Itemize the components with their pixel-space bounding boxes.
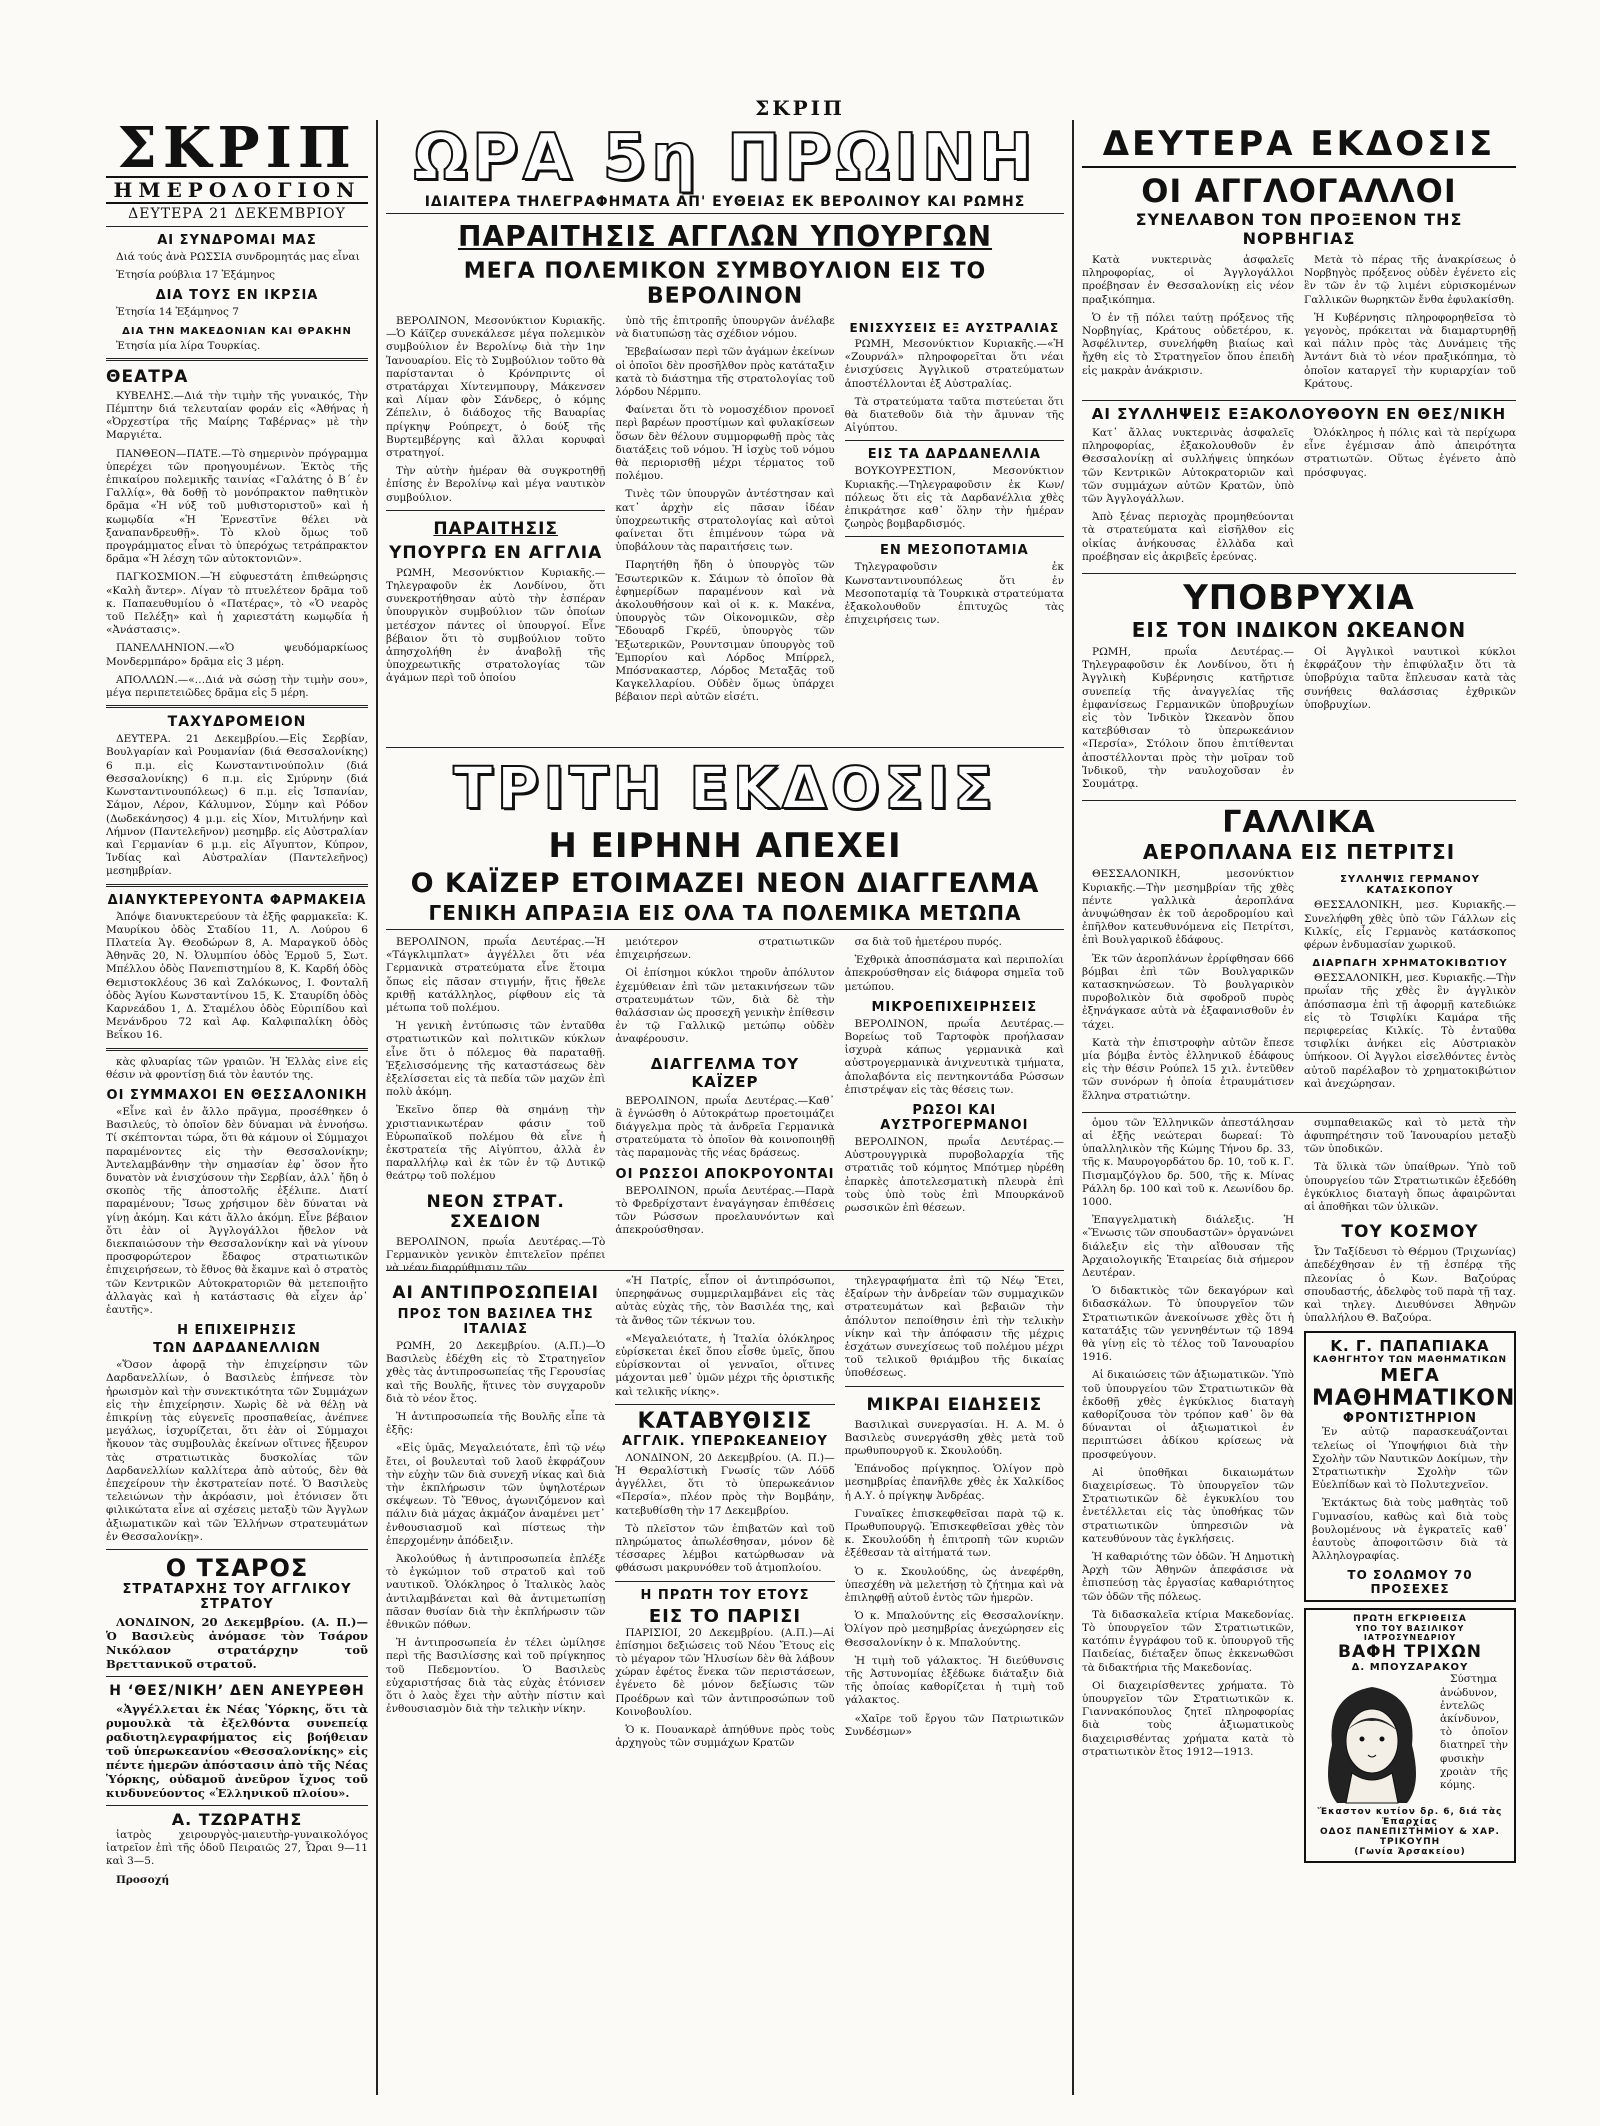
- text: Ὀλόκληρος ἡ πόλις καὶ τὰ περίχωρα εἶνε ἐγέμισαν ἀπὸ ἀπειρότητα στρατιωτῶν. Οὕτως ἐγένετο ἀπὸ πρόσφυγας.: [1304, 427, 1516, 479]
- text: Ἐτησία μία λίρα Τουρκίας.: [116, 339, 261, 352]
- ad-heading: Α. ΤΖΩΡΑΤΗΣ: [171, 1810, 303, 1830]
- section-heading: ΘΕΑΤΡΑ: [106, 366, 189, 387]
- right-column: [1082, 122, 1516, 1863]
- tagline: ΙΔΙΑΙΤΕΡΑ ΤΗΛΕΓΡΑΦΗΜΑΤΑ ΑΠ' ΕΥΘΕΙΑΣ ΕΚ ΒΕΡΟΛΙΝΟΥ ΚΑΙ ΡΩΜΗΣ: [386, 194, 1064, 214]
- text: Ἡ ἀντιπροσωπεία τῆς Βουλῆς εἶπε τὰ ἑξῆς:: [386, 1411, 606, 1437]
- section-subheading: ΣΤΡΑΤΑΡΧΗΣ ΤΟΥ ΑΓΓΛΙΚΟΥ ΣΤΡΑΤΟΥ: [122, 1582, 352, 1613]
- section-heading: ΝΕΟΝ ΣΤΡΑΤ. ΣΧΕΔΙΟΝ: [426, 1191, 565, 1232]
- section-heading: ΕΝ ΜΕΣΟΠΟΤΑΜΙΑ: [879, 543, 1029, 559]
- section-heading: ΔΙΑ ΤΗΝ ΜΑΚΕΔΟΝΙΑΝ ΚΑΙ ΘΡΑΚΗΝ: [122, 325, 352, 337]
- section-heading: ΤΟΥ ΚΟΣΜΟΥ: [1341, 1222, 1479, 1243]
- text: ΛΟΝΔΙΝΟΝ, 20 Δεκεμβρίου. (Α. Π.)—Ὁ Βασιλεὺς ἀνόμασε τὸν Τσάρον Νικόλαον στρατάρχην τοῦ Βρεττανικοῦ στρατοῦ.: [106, 1615, 368, 1672]
- text: Ἐχθρικὰ ἀποσπάσματα καὶ περιπολίαι ἀπεκρούσθησαν εἰς διάφορα σημεῖα τοῦ μετώπου.: [844, 954, 1064, 993]
- text: Αἱ δικαιώσεις τῶν ἀξιωματικῶν. Ὑπὸ τοῦ ὑπουργείου τῶν Στρατιωτικῶν θὰ ἐκδοθῇ χθὲς ἐγκύκλιος διαταγὴ καθορίζουσα τὸν τρόπον καθ᾽ ὃν θὰ δύνανται οἱ ἀξιωματικοὶ ἐν περιπτώσει ἀδίκου κρίσεως νὰ προσφεύγουν.: [1082, 1369, 1294, 1461]
- banner-headline: ΤΡΙΤΗ ΕΚΔΟΣΙΣ: [453, 754, 997, 822]
- text: Οἱ Ἀγγλικοὶ ναυτικοὶ κύκλοι ἐκφράζουν τὴν ἐπιφύλαξιν ὅτι τὰ ὑποβρύχια ταῦτα ἔπλευσαν κατὰ τὰς συνήθεις θαλάσσιας ἐχθρικῶν ὑποβρυχίων.: [1304, 646, 1516, 711]
- section-heading: ΑΙ ΣΥΝΔΡΟΜΑΙ ΜΑΣ: [157, 233, 317, 248]
- ad-address: ΟΔΟΣ ΠΑΝΕΠΙΣΤΗΜΙΟΥ & ΧΑΡ. ΤΡΙΚΟΥΠΗ: [1320, 1827, 1500, 1848]
- portrait-illustration-icon: [1312, 1675, 1432, 1805]
- hair-dye-advertisement: [1304, 1608, 1516, 1863]
- section-heading: ΚΑΤΑΒΥΘΙΣΙΣ: [637, 1408, 813, 1434]
- section-heading: ΔΙΑΡΠΑΓΗ ΧΡΗΜΑΤΟΚΙΒΩΤΙΟΥ: [1312, 958, 1508, 970]
- text: «Εἰς ὑμᾶς, Μεγαλειότατε, ἐπὶ τῷ νέῳ ἔτει, οἱ βουλευταὶ τοῦ λαοῦ ἐκφράζουν τὴν εὐχὴν τῶν διὰ συνεχῆ νίκας καὶ διὰ τὴν ἐκπλήρωσιν τῶν ὑψηλοτέρων σκέψεων. Τὸ Ἔθνος, ἀγωνιζόμενον καὶ πάλιν διὰ μάχας ἀκμάζον ἀναμένει μετ᾽ ἐνθουσιασμοῦ καὶ πίστεως τὴν ἐπερχομένην ἀπόδειξιν.: [386, 1442, 606, 1547]
- school-advertisement: [1304, 1331, 1516, 1602]
- text: Ἀπὸ ξένας περιοχὰς προμηθεύονται τὰ στρατεύματα καὶ εἰσῆλθον εἰς οἰκίας ἀνήκουσας ἐλλὰδα καὶ προέβησαν εἰς ἀκριβεῖς ἐρεύνας.: [1082, 511, 1294, 563]
- text: Ὁ κ. Μπαλούντης εἰς Θεσσαλονίκην. Ὀλίγον πρὸ μεσημβρίας ἀνεχώρησεν εἰς Θεσσαλονίκην ὁ κ. Μπαλούντης.: [844, 1610, 1064, 1649]
- text: Φαίνεται ὅτι τὸ νομοσχέδιον προνοεῖ περὶ βαρέων προστίμων καὶ φυλακίσεων ὅσων δὲν θέλουν συμμορφωθῇ πρὸς τὰς διατάξεις τοῦ νόμου. Ἡ ἰσχὺς τοῦ νόμου θὰ περιορισθῇ μέχρι τέρματος τοῦ πολέμου.: [615, 404, 835, 483]
- text: Τὰ στρατεύματα ταῦτα πιστεύεται ὅτι θὰ διατεθοῦν διὰ τὴν ἄμυναν τῆς Αἰγύπτου.: [844, 395, 1064, 435]
- column-rule: [1072, 120, 1074, 2095]
- text: ΘΕΣΣΑΛΟΝΙΚΗ, μεσ. Κυριακῆς.—Τὴν πρωΐαν τῆς χθὲς ἓν ἀγγλικὸν ἀπόσπασμα ἐπὶ τῇ ἀφορμῇ κατεδιώκε εἰς τὸ Τσιφλίκι Καμάρα τῆς περιφερείας Κιλκίς. Τὸ ἐνταῦθα τσιφλίκι ἀνήκει εἰς Αὐστριακὸν ὑπήκοον. Οἱ Ἀγγλοι εἰσελθόντες ἐντὸς αὐτοῦ παρέλαβον τὸ χρηματοκιβώτιον καὶ ἀνεχώρησαν.: [1304, 972, 1516, 1090]
- ad-price: Ἕκαστον κυτίον δρ. 6, διά τὰς Ἐπαρχίας: [1317, 1807, 1503, 1828]
- text: συμπαθειακῶς καὶ τὸ μετὰ τὴν ἀφυπηρέτησιν τοῦ Ἰανουαρίου μεταξὺ τῶν ὑποδικῶν.: [1304, 1116, 1516, 1156]
- text: ἰατρὸς χειρουργὸς-μαιευτὴρ-γυναικολόγος ἰατρεῖον ἐπὶ τῆς ὁδοῦ Πειραιῶς 27, Ὧραι 9—11 καὶ 3—5.: [106, 1829, 368, 1868]
- text: Τὰ διδασκαλεῖα κτίρια Μακεδονίας. Τὸ ὑπουργεῖον τῶν Στρατιωτικῶν, κατόπιν ἐγγράφου τοῦ κ. ὑπουργοῦ τῆς Παιδείας, διέταξεν ὅπως ἐκκενωθῶσι τὰ διδακτήρια τῆς Μακεδονίας.: [1082, 1608, 1294, 1674]
- text: Ὁ διδακτικὸς τῶν δεκαγόρων καὶ διδασκάλων. Τὸ ὑπουργεῖον τῶν Στρατιωτικῶν ἀνεκοίνωσε χθὲς ὅτι ἡ κατατάξις τῶν γεννηθέντων τῷ 1894 θὰ γίνῃ εἰς τὸ τέλος τοῦ Ἰανουαρίου 1916.: [1082, 1285, 1294, 1364]
- masthead-title: ΣΚΡΙΠ: [117, 122, 357, 181]
- text: μειότερον στρατιωτικῶν ἐπιχειρήσεων.: [615, 936, 835, 962]
- ad-role: ΚΑΘΗΓΗΤΟΥ ΤΩΝ ΜΑΘΗΜΑΤΙΚΩΝ: [1313, 1355, 1507, 1366]
- section-heading: ΜΙΚΡΑΙ ΕΙΔΗΣΕΙΣ: [866, 1394, 1043, 1415]
- text: ΡΩΜΗ, Μεσονύκτιον Κυριακῆς.—Τηλεγραφοῦν ἐκ Λονδίνου, ὅτι συνεκροτήθησαν αὐτὸ τὴν ἑσπέραν ὑπουργικὸν συμβούλιον τῶν ὁποίων μετέσχον πάντες οἱ ὑπουργοί. Εἶνε βέβαιον ὅτι τὸ συμβούλιον τοῦτο ἀπησχολήθη ἐν ἀναβολῇ τῆς ὑποχρεωτικῆς στρατολογίας τῶν ἀγάμων περὶ τοῦ ὁποίου: [386, 566, 606, 685]
- text: Κατ᾽ ἄλλας νυκτερινὰς ἀσφαλεῖς πληροφορίας, ἐξακολουθοῦν ἐν Θεσσαλονίκῃ αἱ συλλήψεις ὑπηκόων τῶν Κεντρικῶν Αὐτοκρατοριῶν καὶ τῶν συμμάχων αὐτῶν Κρατῶν, ὑπὸ τῶν Ἀγγλογάλλων.: [1082, 427, 1294, 506]
- text: ΒΕΡΟΛΙΝΟΝ, πρωΐα Δευτέρας.—Τὸ Γερμανικὸν γενικὸν ἐπιτελεῖον πρέπει νὰ νέαν διαρρύθμισιν τῶν: [386, 1235, 606, 1275]
- text: ΑΠΟΛΛΩΝ.—«…Διά νὰ σώσῃ τὴν τιμὴν σου», μέγα περιπετειῶδες δρᾶμα εἰς 5 μέρη.: [106, 673, 368, 700]
- section-heading: ΟΙ ΣΥΜΜΑΧΟΙ ΕΝ ΘΕΣΣΑΛΟΝΙΚΗ: [106, 1087, 368, 1103]
- text: «Εἶνε καὶ ἐν ἄλλο πρᾶγμα, προσέθηκεν ὁ Βασιλεύς, τὸ ὁποῖον δὲν δύναμαι νὰ ἐννοήσω. Τί σκέπτονται τώρα, ὅτι θὰ κάμουν οἱ Σύμμαχοι παραμένοντες εἰς τὴν Θεσσαλονίκην; Ἀντελαμβάνθην τὴν σημασίαν ἐφ᾽ ὅσον ἦτο δυνατὸν νὰ ἐνισχύσουν τὴν Σερβίαν, ἀλλ᾽ ἤδη ὁ σκοπὸς τῆς ἀποστολῆς ἐξέλιπε. Διατί παραμένουν; Ἴσως χρήσιμον δὲν δύναται νὰ γίνῃ ἀκόμη. Και κάτι ἄλλο ἀκόμη. Εἶνε βέβαιον ὅτι ἐὰν οἱ Ἀγγλογάλλοι ἤθελον νὰ διεκπαιώσουν τὴν Θεσσαλονίκην καὶ νὰ γίνουν προσφορώτερον ἔδαφος στρατιωτικῶν ἐπιχειρήσεων, τὸ ἔθνος θὰ ἔκαμνε καὶ ὁ στρατὸς τῶν Κεντρικῶν Αὐτοκρατοριῶν θὰ μετεποιῇτο ἀλλαγὰς καὶ ἡ κατάστασις θὰ εἶχεν ἀρ᾽ ἑαυτῆς».: [106, 1105, 368, 1316]
- ad-top: ΠΡΩΤΗ ΕΓΚΡΙΘΕΙΣΑ: [1353, 1614, 1467, 1625]
- text: «Ὅσον ἀφορᾷ τὴν ἐπιχείρησιν τῶν Δαρδανελλίων, ὁ Βασιλεὺς ἐπήνεσε τὸν ἡρωισμὸν καὶ τὴν συνεκτικότητα τῶν Συμμάχων εἰς τὴν ἐπιχείρησιν. Χωρὶς δὲ νὰ θέλῃ νὰ ἐπικρίνῃ τὰς εὐγενεῖς προσπαθείας, ἀνέπνεε μεγάλως, ἰσχυρίζεται, ὅτι ἐὰν οἱ Σύμμαχοι ἤκουον τὰς συμβουλὰς ἐκείνων οἵτινες ἤξευρον τὰς στρατιωτικὰς δυσκολίας τῶν Δαρδανελλίων καλλίτερα ἀπὸ αὐτούς, δὲν θὰ ἐπεχείρουν τὴν ἐκστρατείαν ποτέ. Ὁ Βασιλεὺς τελειώνων τὴν ἀκρόασιν, μοὶ ἐτόνισεν ὅτι φιλικώτατα εἶνε αἱ σχέσεις μεταξὺ τῶν Ἀγγλων ἀξιωματικῶν καὶ τῶν Ἑλλήνων στρατευμάτων ἐν Θεσσαλονίκῃ».: [106, 1359, 368, 1543]
- issue-date: ΔΕΥΤΕΡΑ 21 ΔΕΚΕΜΒΡΙΟΥ: [128, 206, 346, 222]
- section-heading: ΥΠΟΒΡΥΧΙΑ: [1183, 578, 1415, 619]
- text: ΒΕΡΟΛΙΝΟΝ, Μεσονύκτιον Κυριακῆς.—Ὁ Κάϊζερ συνεκάλεσε μέγα πολεμικὸν συμβούλιον ἐν Βερολίνῳ διὰ τὴν 1ην Ἰανουαρίου. Εἰς τὸ Συμβούλιον τοῦτο θὰ παρίστανται ὁ Κρόνπριντς οἱ στρατάρχαι Χίντενμπουργ, Μάκενσεν καὶ Λίμαν φὸν Σάνδερς, ὁ κόμης Ζέπελιν, ὁ διάδοχος τῆς Βαυαρίας πρίγκηψ Ρούπρεχτ, ὁ δούξ τῆς Βυρτεμβέργης καὶ ἄλλαι κορυφαὶ στρατηγοί.: [386, 315, 606, 460]
- ad-top: ΥΠΟ ΤΟΥ ΒΑΣΙΛΙΚΟΥ ΙΑΤΡΟΣΥΝΕΔΡΙΟΥ: [1355, 1624, 1465, 1643]
- headline: ΠΑΡΑΙΤΗΣΙΣ ΑΓΓΛΩΝ ΥΠΟΥΡΓΩΝ: [457, 220, 993, 253]
- text: ΒΟΥΚΟΥΡΕΣΤΙΟΝ, Μεσονύκτιον Κυριακῆς.—Τηλεγραφοῦσιν ἐκ Κων/πόλεως ὅτι εἰς τὰ Δαρδανέλλια χθὲς ἐπικράτησε καθ᾽ ὅλην τὴν ἡμέραν ζωηρὸς βομβαρδισμός.: [844, 465, 1064, 531]
- text: «Χαῖρε τοῦ ἔργου τῶν Πατριωτικῶν Συνδέσμων»: [844, 1712, 1064, 1738]
- text: Ἐτησία ρούβλια 17 Ἑξάμηνος: [116, 269, 276, 282]
- text: ΠΑΡΙΣΙΟΙ, 20 Δεκεμβρίου. (Α.Π.)—Αἱ ἐπίσημοι δεξιώσεις τοῦ Νέου Ἔτους εἰς τὸ μέγαρον τῶν Ἠλυσίων δὲν θὰ λάβουν χώραν ἐφέτος ἕνεκα τῶν περιστάσεων, ἐγένετο δὲ μόνον δεξίωσις τῶν Προέδρων καὶ τῶν ἀντιπροσώπων τοῦ Κοινοβουλίου.: [615, 1626, 835, 1718]
- text: Τηλεγραφοῦσιν ἐκ Κωνσταντινουπόλεως ὅτι ἐν Μεσοποταμίᾳ τὰ Τουρκικὰ στρατεύματα ἐξακολουθοῦν ἐπιτυχῶς τὰς ἐπιχειρήσεις των.: [844, 561, 1064, 627]
- text: ΘΕΣΣΑΛΟΝΙΚΗ, μεσονύκτιον Κυριακῆς.—Τὴν μεσημβρίαν τῆς χθὲς πέντε γαλλικὰ ἀεροπλάνα ἀνυψώθησαν ἐκ τοῦ ἀεροδρομίου καὶ ἐπῆλθον κατευθυνόμενα εἰς Πετρίτσι, ἐπὶ Βουλγαρικοῦ ἐδάφους.: [1082, 868, 1294, 947]
- text: ΔΕΥΤΕΡΑ. 21 Δεκεμβρίου.—Εἰς Σερβίαν, Βουλγαρίαν καὶ Ρουμανίαν (διά Θεσσαλονίκης) 6 π.μ. εἰς Κωνσταντινούπολιν (διά Θεσσαλονίκης) 6 π.μ. εἰς Σμύρνην (διά Κωνσταντινουπόλεως) 6 π.μ. εἰς Ἰσπανίαν, Σάμον, Λέρον, Κάλυμνον, Σύμην καὶ Ρόδον (Δωδεκάνησος) 4 μ.μ. εἰς Χίον, Μιτυλήνην καὶ Λήμνον (Παντελεῆνον) μεσημβρ. εἰς Αὐστραλίαν καὶ Γερμανίαν 6 μ.μ. εἰς Αἴγυπτον, Κύπρον, Ἰνδίας καὶ Αὐστραλίαν (Παντελεῆνος) μεσημβρίαν.: [106, 733, 368, 878]
- text: Ἡ γενικὴ ἐντύπωσις τῶν ἐνταῦθα στρατιωτικῶν καὶ πολιτικῶν κύκλων εἶνε ὅτι ὁ πόλεμος θὰ παραταθῇ. Ἐξελισσόμενης τῆς καταστάσεως δὲν ἐξελίσσεται εἰς τὰ πεδία τῶν μαχῶν ἐπὶ πολὺ ἀκόμη.: [386, 1020, 606, 1099]
- ad-owner: Κ. Γ. ΠΑΠΑΠΙΑΚΑ: [1330, 1337, 1490, 1356]
- text: Ἐν αὐτῷ παρασκευάζονται τελείως οἱ Ὑποψήφιοι διὰ τὴν Σχολὴν τῶν Ναυτικῶν Δοκίμων, τὴν Στρατιωτικὴν Σχολὴν τῶν Εὐελπίδων καὶ τὸ Πολυτεχνεῖον.: [1312, 1426, 1508, 1492]
- running-head: ΣΚΡΙΠ: [755, 96, 845, 120]
- section-subheading: ΑΓΓΛΙΚ. ΥΠΕΡΩΚΕΑΝΕΙΟΥ: [622, 1433, 828, 1449]
- center-column: [386, 122, 1064, 1795]
- section-subheading: ΤΩΝ ΔΑΡΔΑΝΕΛΛΙΩΝ: [153, 1341, 321, 1357]
- headline: Η ΕΙΡΗΝΗ ΑΠΕΧΕΙ: [548, 826, 902, 866]
- ad-note: ΠΡΟΣΕΧΕΣ: [1370, 1582, 1450, 1597]
- section-heading: ΣΥΛΛΗΨΙΣ ΓΕΡΜΑΝΟΥ ΚΑΤΑΣΚΟΠΟΥ: [1340, 874, 1480, 897]
- text: ΒΕΡΟΛΙΝΟΝ, πρωΐα Δευτέρας.—Αὐστρουγγρικὰ πυροβολαρχία τῆς στρατιᾶς τοῦ κόμητος Μπότμερ ηὐρέθη ἐπαρκὲς ἀποτελεσματικὴ πλευρὰ ἐπὶ τοὺς ὑπὸ τοὺς ἐπὶ Μπουρκάνοῦ ρωσσικῶν ἐπὶ θέσεων.: [844, 1136, 1064, 1215]
- text: Ἐτησία 14 Ἑξάμηνος 7: [116, 306, 239, 319]
- text: Ἐκ τῶν ἀεροπλάνων ἐρρίφθησαν 666 βόμβαι ἐπὶ τῶν Βουλγαρικῶν κατασκηνώσεων. Τὸ βουλγαρικὸν πυροβολικὸν διὰ σφοδροῦ πυρὸς ἐξηνάγκασε αὐτὰ νὰ ἐξαφανισθοῦν ἐν τάχει.: [1082, 952, 1294, 1031]
- section-heading: ΔΙΑ ΤΟΥΣ ΕΝ ΙΚΡΣΙΑ: [155, 288, 319, 304]
- text: Τὰ ὕλικὰ τῶν ὑπαίθρων. Ὑπὸ τοῦ ὑπουργείου τῶν Στρατιωτικῶν ἐξεδόθη ἐγκύκλιος διαταγὴ ὅπως ἀφαιρῶνται αἱ ἀποθῆκαι τῶν ὑλικῶν.: [1304, 1161, 1516, 1213]
- section-heading: ΜΙΚΡΟΕΠΙΧΕΙΡΗΣΕΙΣ: [871, 999, 1038, 1015]
- section-heading: Η ΠΡΩΤΗ ΤΟΥ ΕΤΟΥΣ: [640, 1587, 810, 1603]
- text: Διά τούς ἀνὰ ΡΩΣΣΙΑ συνδρομητάς μας εἶναι: [116, 251, 360, 263]
- section-heading: ΑΙ ΑΝΤΙΠΡΟΣΩΠΕΙΑΙ: [392, 1283, 599, 1303]
- section-heading: ΠΑΡΑΙΤΗΣΙΣ: [433, 518, 559, 539]
- headline: ΓΕΝΙΚΗ ΑΠΡΑΞΙΑ ΕΙΣ ΟΛΑ ΤΑ ΠΟΛΕΜΙΚΑ ΜΕΤΩΠΑ: [386, 901, 1064, 930]
- text: Οἱ ἐπίσημοι κύκλοι τηροῦν ἀπόλυτον ἐχεμύθειαν ἐπὶ τῶν μετακινήσεων τῶν στρατευμάτων τῶν, διὰ δὲ τὴν θαλάσσιαν ὡς προσεχῆ γενικὴν ἐπίθεσιν ἐν τῷ Γαλλικῷ μετώπῳ οὐδὲν ἀναφέρουσιν.: [615, 967, 835, 1046]
- ad-type: ΦΡΟΝΤΙΣΤΗΡΙΟΝ: [1342, 1411, 1478, 1427]
- text: Βασιλικαὶ συνεργασίαι. Η. Α. Μ. ὁ Βασιλεὺς συνεργάσθη χθὲς μετὰ τοῦ πρωθυπουργοῦ κ. Σκουλούδη.: [844, 1418, 1064, 1458]
- text: Ἡ ἀντιπροσωπεία ἐν τέλει ὡμίλησε περὶ τῆς Βασιλίσσης καὶ τοῦ πρίγκηπος τοῦ Πεδεμοντίου. Ὁ Βασιλεὺς εὐχαριστήσας διὰ τὰς εὐχὰς ἐτόνισεν ὅτι ὁ λαὸς ἔχει τὴν αὐτὴν πίστιν καὶ ἐνθουσιασμὸν διὰ τὴν τελικὴν νίκην.: [386, 1637, 606, 1716]
- text: Προσοχή: [116, 1873, 170, 1886]
- masthead-subtitle: ΗΜΕΡΟΛΟΓΙΟΝ: [106, 176, 368, 204]
- section-subheading: ΑΕΡΟΠΛΑΝΑ ΕΙΣ ΠΕΤΡΙΤΣΙ: [1142, 840, 1456, 865]
- text: Αἱ ὑποθῆκαι δικαιωμάτων διαχειρίσεως. Τὸ ὑπουργεῖον τῶν Στρατιωτικῶν δὲ ἐγκυκλίου του ἐνετέλλεται εἰς τὰς ὑποθήκας τῶν στρατιωτικῶν ὑπηρεσιῶν νὰ κατευθύνουν τὰς ἐγκλήσεις.: [1082, 1466, 1294, 1545]
- text: Μετὰ τὸ πέρας τῆς ἀνακρίσεως ὁ Νορβηγὸς πρόξενος οὐδὲν ἐγένετο εἰς ἓν τῶν ἐν τῷ λιμένι εὑρισκομένων Γαλλικῶν θωρηκτῶν ἔνθα ἐφυλακίσθη.: [1304, 254, 1516, 306]
- text: Τὴν αὐτὴν ἡμέραν θὰ συγκροτηθῇ ἐπίσης ἐν Βερολίνῳ καὶ μέγα ναυτικὸν συμβούλιον.: [386, 465, 606, 504]
- text: ΡΩΜΗ, πρωΐα Δευτέρας.—Τηλεγραφοῦσιν ἐκ Λονδίνου, ὅτι ἡ Ἀγγλικὴ Κυβέρνησις κατῆρτισε συνεπείᾳ τῆς ἀναγγελίας τῆς ἐμφανίσεως Γερμανικῶν ὑποβρυχίων εἰς τὸν Ἰνδικὸν Ὠκεανὸν ὅπου κατεβύθισαν τὸ ὑπερωκεάνιον «Περσία», Στόλοιν ὅπου ἐπιτίθενται ἀποστέλλονται πρὸς τὴν μοῖραν τοῦ Ἰνδικοῦ, τὴν ναυλοχοῦσαν ἐν Σουμάτρᾳ.: [1082, 646, 1294, 791]
- headline: Ο ΚΑΪΖΕΡ ΕΤΟΙΜΑΖΕΙ ΝΕΟΝ ΔΙΑΓΓΕΛΜΑ: [410, 868, 1040, 899]
- text: Οἱ διαχειρίσθεντες χρήματα. Τὸ ὑπουργεῖον τῶν Στρατιωτικῶν κ. Γιαννακόπουλος ζητεῖ πληροφορίας διὰ τοὺς ἀξιωματικοὺς διαχειρισθέντας χρήματα κατὰ τὸ στρατιωτικὸν ἔτος 1912—1913.: [1082, 1679, 1294, 1758]
- text: ΡΩΜΗ, 20 Δεκεμβρίου. (Α.Π.)—Ὁ Βασιλεὺς ἐδέχθη εἰς τὸ Στρατηγεῖον χθὲς τὰς ἀντιπροσωπείας τῆς Γερουσίας καὶ τῆς Βουλῆς, ἥτινες τὸν συγχαροῦν διὰ τὸ νέον ἔτος.: [386, 1340, 606, 1405]
- text: Σύστημα ἀνώδυνον, ἐντελῶς ἀκίνδυνον, τὸ ὁποῖον διατηρεῖ τὴν φυσικὴν χροιὰν τῆς κόμης.: [1440, 1673, 1508, 1792]
- headline: ΣΥΝΕΛΑΒΟΝ ΤΟΝ ΠΡΟΞΕΝΟΝ ΤΗΣ ΝΟΡΒΗΓΙΑΣ: [1135, 210, 1463, 248]
- text: ΒΕΡΟΛΙΝΟΝ, πρωΐα Δευτέρας.—Ἡ «Τάγκλιμπλατ» ἀγγέλλει ὅτι νέα Γερμανικὰ στρατεύματα εἶνε ἕτοιμα ὅπως εἰς πᾶσαν στιγμήν, ἤτις ἤθελε κριθῇ κατάλληλος, ρίφθουν εἰς τὰ μέτωπα τοῦ πολέμου.: [386, 936, 606, 1015]
- text: Ἐκεῖνο ὅπερ θὰ σημάνῃ τὴν χριστιανικωτέραν φάσιν τοῦ Εὐρωπαϊκοῦ πολέμου θὰ εἶνε ἡ ἐκστρατεία τῆς Αἰγύπτου, ἀλλὰ ἐν παραλλήλῳ καὶ ἐκ τῶν ἐν τῷ Δυτικῷ θεάτρῳ τοῦ πολέμου: [386, 1104, 606, 1183]
- section-heading: ΡΩΣΟΙ ΚΑΙ ΑΥΣΤΡΟΓΕΡΜΑΝΟΙ: [880, 1103, 1029, 1134]
- text: Ὁ κ. Πουανκαρὲ ἀπηύθυνε πρὸς τοὺς ἀρχηγοὺς τῶν συμμάχων Κρατῶν: [615, 1724, 835, 1750]
- section-heading: ΔΙΑΓΓΕΛΜΑ ΤΟΥ ΚΑΪΖΕΡ: [650, 1054, 800, 1091]
- text: ΠΑΓΚΟΣΜΙΟΝ.—Ἡ εὐφυεστάτη ἐπιθεώρησις «Καλὴ ἄντερ». Λίγαν τὸ πτυελέτεον δρᾶμα τοῦ κ. Παπαευθυμίου ὁ «Πατέρας», τὸ «Ὁ νεαρὸς τοῦ Πελέξη» καὶ ἡ χαριεστάτη κωμῳδία ἡ «Ἀνάστασις».: [106, 571, 368, 637]
- text: ΒΕΡΟΛΙΝΟΝ, πρωΐα Δευτέρας.—Καθ᾽ ἃ ἐγνώσθη ὁ Αὐτοκράτωρ προετοιμάζει διάγγελμα πρὸς τὰ ἀνδρεῖα Γερμανικὰ στρατεύματα τὸ ὁποῖον θὰ κοινοποιηθῇ τὰς παραμονὰς τῆς νέας δράσεως.: [615, 1094, 835, 1160]
- text: ὑπὸ τῆς ἐπιτροπῆς ὑπουργῶν ἀνέλαβε νὰ διατυπώσῃ τὰς σχέδιον νόμου.: [615, 315, 835, 341]
- text: Ὁ ἐν τῇ πόλει ταύτῃ πρόξενος τῆς Νορβηγίας, Κράτους οὐδετέρου, κ. Ἀσφέλιντερ, συνελήφθη βιαίως καὶ ἤχθη εἰς τὸ Στρατηγεῖον ὅπου ἐπειδὴ εἰς μακρὰν ἀνάκρισιν.: [1082, 311, 1294, 377]
- text: ΠΑΝΕΛΛΗΝΙΟΝ.—«Ὁ ψευδόμαρκίωος Μονδερμπάρο» δρᾶμα εἰς 3 μέρη.: [106, 642, 368, 668]
- text: ΘΕΣΣΑΛΟΝΙΚΗ, μεσ. Κυριακῆς.—Συνελήφθη χθὲς ὑπὸ τῶν Γάλλων εἰς Κιλκίς, εἷς Γερμανὸς κατάσκοπος φέρων ἐνδυμασίαν χωρικοῦ.: [1304, 899, 1516, 951]
- section-heading: ΕΙΣ ΤΑ ΔΑΡΔΑΝΕΛΛΙΑ: [867, 447, 1041, 463]
- text: Ὦν Ταξίδευσι τὸ Θέρμου (Τριχωνίας) ἀπεδέχθησαν ἐν τῇ ἑσπέρᾳ τῆς πλεονίας ὁ Κων. Βαζούρας σπουδαστής, ἀδελφὸς τοῦ παρὰ τῇ ταχ. καὶ τηλεγ. Διευθύνσει Ἀθηνῶν ὑπαλλήλου Θ. Βαζούρα.: [1304, 1246, 1516, 1325]
- section-heading: ΤΑΧΥΔΡΟΜΕΙΟΝ: [167, 714, 307, 731]
- section-heading: ΔΙΑΝΥΚΤΕΡΕΥΟΝΤΑ ΦΑΡΜΑΚΕΙΑ: [107, 892, 367, 908]
- column-rule: [376, 120, 378, 2095]
- text: Ἐπάνοδος πρίγκηπος. Ὁλίγον πρὸ μεσημβρίας ἐπανῆλθε χθὲς ἐκ Χαλκίδος ἡ Α.Υ. ὁ πρίγκηψ Ἀνδρέας.: [844, 1463, 1064, 1502]
- text: «Ἀγγέλλεται ἐκ Νέας Ὑόρκης, ὅτι τὰ ρυμουλκὰ τὰ ἐξελθόντα συνεπείᾳ ραδιοτηλεγραφήματος εἰς βοήθειαν τοῦ ὑπερωκεανίου «Θεσσαλονίκης» εἰς πέντε ἡμερῶν ἀπόστασιν ἀπὸ τῆς Νέας Ὑόρκης, οὐδαμοῦ ἀνεῦρον ἴχνος τοῦ κινδυνεύοντος «Ἑλληνικοῦ πλοίου».: [106, 1702, 368, 1801]
- section-subheading: ΕΙΣ ΤΟ ΠΑΡΙΣΙ: [648, 1605, 802, 1627]
- text: ΠΑΝΘΕΟΝ—ΠΑΤΕ.—Τὸ σημερινὸν πρόγραμμα ὑπερέχει τῶν προηγουμένων. Ἐκτὸς τῆς ἐπικαίρου πολεμικῆς ταινίας «Γαλάτης ὁ Β΄ ἐν Γαλλίᾳ», θὰ δοθῇ τὸ μονόπρακτον παθητικὸν δρᾶμα «Ἡ νύξ τοῦ μυθιστοριστοῦ» καὶ ἡ κωμῳδία «Ἡ Ἐρνεστῖνε θέλει νὰ ξαναπανδρευθῇ». Τὸ κλοὺ ὅμως τοῦ προγράμματος εἶναι τὸ ὑπερόχως τετράπρακτον δρᾶμα «Ἡ λέσχη τῶν αὐτοκτονιῶν».: [106, 447, 368, 566]
- section-heading: Η ΕΠΙΧΕΙΡΗΣΙΣ: [177, 1323, 297, 1339]
- text: Κατὰ νυκτερινὰς ἀσφαλεῖς πληροφορίας, οἱ Ἀγγλογάλλοι προέβησαν ἐν Θεσσαλονίκῃ εἰς νέον πραξικόπημα.: [1082, 254, 1294, 306]
- banner-headline: ΩΡΑ 5η ΠΡΩΙΝΗ: [413, 122, 1037, 195]
- section-heading: ΑΙ ΣΥΛΛΗΨΕΙΣ ΕΞΑΚΟΛΟΥΘΟΥΝ ΕΝ ΘΕΣ/ΝΙΚΗ: [1091, 405, 1507, 424]
- text: τηλεγραφήματα ἐπὶ τῷ Νέῳ Ἔτει, ἐξαίρων τὴν ἀνδρείαν τῶν συμμαχικῶν στρατευμάτων καὶ βεβαιῶν τὴν ἀπόλυτον πεποίθησιν ἐπὶ τὴν τελικὴν νίκην καὶ τὴν ἀπόφασιν τῆς μέχρις ἐσχάτων συνεχίσεως τοῦ πολέμου μέχρι τοῦ τελικοῦ θριάμβου τῆς δικαίας ὑποθέσεως.: [844, 1275, 1064, 1380]
- text: Ἐκτάκτως διὰ τοὺς μαθητὰς τοῦ Γυμνασίου, καθὼς καὶ διὰ τοὺς βουλομένους νὰ ἐγκρατεῖς καθ᾽ ἑαυτοὺς ἀποφοιτῶσιν διὰ τὰ Ἀλληλογραφίας.: [1312, 1497, 1508, 1563]
- text: Ἐβεβαίωσαν περὶ τῶν ἀγάμων ἐκείνων οἱ ὁποῖοι δὲν προσῆλθον πρὸς κατάταξιν κατὰ τὸ διάστημα τῆς στρατολογίας τοῦ λόρδου Νέρμπυ.: [615, 346, 835, 399]
- text: σα διὰ τοῦ ἡμετέρου πυρός.: [854, 936, 1002, 948]
- ad-name: ΒΑΦΗ ΤΡΙΧΩΝ: [1338, 1642, 1482, 1663]
- text: Ἡ καθαριότης τῶν ὁδῶν. Ἡ Δημοτικὴ Ἀρχὴ τῶν Ἀθηνῶν ἀπεφάσισε νὰ ἐπισπεύσῃ τὰς ἐργασίας καθαριότητος τῶν ὁδῶν τῆς πόλεως.: [1082, 1551, 1294, 1603]
- text: ΡΩΜΗ, Μεσονύκτιον Κυριακῆς.—«Ἡ «Ζουρνάλ» πληροφορεῖται ὅτι νέαι ἐνισχύσεις Ἀγγλικοῦ στρατεύματων ἀποστέλλονται ἐξ Αὐστραλίας.: [844, 338, 1064, 390]
- section-heading: ΕΝΙΣΧΥΣΕΙΣ ΕΞ ΑΥΣΤΡΑΛΙΑΣ: [849, 321, 1060, 335]
- text: Τὸ πλεῖστον τῶν ἐπιβατῶν καὶ τοῦ πληρώματος ἀπωλέσθησαν, μόνον δὲ τέσσαρες λέμβοι κατώρθωσαν νὰ φθάσωσι μακρυνόθεν τοῦ ἀτμοπλοίου.: [615, 1522, 835, 1575]
- text: Ἡ Κυβέρνησις πληροφορηθεῖσα τὸ γεγονὸς, πρόκειται νὰ διαμαρτυρηθῇ καὶ πάλιν πρὸς τὰς Δυνάμεις τῆς Ἀντάντ διὰ τὸ νέον πραξικόπημα, τὸ ὁποῖον καταργεῖ τὴν κυριαρχίαν τοῦ Κράτους.: [1304, 311, 1516, 390]
- text: Παρητήθη ἤδη ὁ ὑπουργὸς τῶν Ἐσωτερικῶν κ. Σάιμων τὸ ὁποῖον θὰ ἐφημερίδων παραμένουν καὶ νὰ ἀκολουθήσουν καὶ οἱ κ. κ. Μακένα, ὑπουργὸς τῶν Οἰκονομικῶν, σὲρ Ἔδουαρδ Γκρέϋ, ὑπουργὸς τῶν Ἐξωτερικῶν, Ρουντσιμαν ὑπουργὸς τοῦ Ἐμπορίου καὶ Λόρδος Μπίρρελ, Μπόσνακαστερ, Λόρδος Μεταξᾶς τοῦ Καγκελλαρίου. Οὐδὲν ὅμως ὑπάρχει βέβαιον περὶ αὐτῶν εἰσέτι.: [615, 559, 835, 704]
- text: κὰς φλυαρίας τῶν γραιῶν. Ἡ Ἑλλὰς εἰνε εἰς θέσιν νὰ φροντίσῃ διά τὸν ἑαυτόν της.: [106, 1055, 368, 1081]
- text: Γυναῖκες ἐπισκεφθεῖσαι παρὰ τῷ κ. Πρωθυπουργῷ. Ἐπισκεφθεῖσαι χθὲς τὸν κ. Σκουλούδη ἡ ἐπιτροπὴ τῶν κυριῶν ἐξέθεσαν τὰ αἰτήματά των.: [844, 1507, 1064, 1560]
- text: Ἐπαγγελματικὴ διάλεξις. Ἡ «Ἕνωσις τῶν σπουδαστῶν» ὀργανώνει διάλεξιν εἰς τὴν αἴθουσαν τῆς Ἀρχαιολογικῆς Ἑταιρείας διὰ σήμερον Δευτέραν.: [1082, 1214, 1294, 1279]
- text: Ἀπόψε διανυκτερεύουν τὰ ἑξῆς φαρμακεῖα: Κ. Μαυρίκου ὁδὸς Σταδίου 11, Λ. Λούρου 6 Πλατεία Ἁγ. Θεοδώρων 8, Α. Μαραγκοῦ ὁδὸς Ἀθηνᾶς 20, Ν. Ὀλυμπίου ὁδὸς Ἑρμοῦ 5, Σωτ. Μπέλλου ὁδὸς Πανεπιστημίου 8, Κ. Καρδή ὁδὸς Θεμιστοκλέους 36 καὶ Ζαλόκωνος, Ι. Φονταλῆ ὁδὸς Ἁγίου Κωνσταντίνου 15, Κ. Σταυρίδη ὁδὸς Καρνεάδου 1, Δ. Σταμέλου ὁδὸς Εὐριπίδου καὶ Μενάνδρου 72 καὶ Αφ. Καλφιπαλίκη ὁδὸς Βεΐκου 16.: [106, 910, 368, 1042]
- section-subheading: ΕΙΣ ΤΟΝ ΙΝΔΙΚΟΝ ΩΚΕΑΝΟΝ: [1131, 618, 1467, 643]
- headline: ΜΕΓΑ ΠΟΛΕΜΙΚΟΝ ΣΥΜΒΟΥΛΙΟΝ ΕΙΣ ΤΟ ΒΕΡΟΛΙΝΟΝ: [463, 259, 987, 309]
- text: ΛΟΝΔΙΝΟΝ, 20 Δεκεμβρίου. (Α. Π.)—Ἡ Θεραλίστικὴ Γνωσίς τῶν Λόϋδ ἀγγέλλει, ὅτι τὸ ὑπερωκεάνιον «Περσία», πλέον πρὸς τὴν Βομβάην, κατεβυθίσθη τὴν 17 Δεκεμβρίου.: [615, 1451, 835, 1517]
- text: Ἀκολούθως ἡ ἀντιπροσωπεία ἐπλέξε τὸ ἐγκώμιον τοῦ στρατοῦ καὶ τοῦ ναυτικοῦ. Ὁλόκληρος ὁ Ἰταλικὸς λαὸς ἀντιλαμβάνεται καὶ θὰ ἀντιμετωπίσῃ πᾶσαν θυσίαν διὰ τὴν ἐκπλήρωσιν τῶν ἐθνικῶν πόθων.: [386, 1553, 606, 1632]
- ad-address: (Γωνία Ἀρσακείου): [1354, 1847, 1466, 1858]
- text: ΒΕΡΟΛΙΝΟΝ, πρωΐα Δευτέρας.—Βορείως τοῦ Ταρτοφὸκ προήλασαν ἰσχυρὰ κάπως γερμανικὰ καὶ αὐστρογερμανικὰ ἀνιχνευτικὰ τμήματα, ἀπολαβόντα εἰς πεντηκοντάδα Ρώσσων ἐπιστρέψαν εἰς τὰς θέσεις των.: [844, 1017, 1064, 1096]
- section-heading: ΓΑΛΛΙΚΑ: [1222, 805, 1376, 841]
- section-heading: Ο ΤΣΑΡΟΣ: [165, 1554, 309, 1583]
- ad-mega: ΜΕΓΑ: [1380, 1365, 1440, 1387]
- section-heading: ΟΙ ΡΩΣΣΟΙ ΑΠΟΚΡΟΥΟΝΤΑΙ: [615, 1166, 835, 1182]
- section-subheading: ΥΠΟΥΡΓΩ ΕΝ ΑΓΓΛΙΑ: [389, 542, 603, 563]
- banner-headline: ΔΕΥΤΕΡΑ ΕΚΔΟΣΙΣ: [1082, 122, 1516, 168]
- ad-maker: Δ. ΜΠΟΥΖΑΡΑΚΟΥ: [1351, 1662, 1469, 1674]
- text: ΒΕΡΟΛΙΝΟΝ, πρωΐα Δευτέρας.—Παρὰ τὸ Φρεδρίχσταντ ἐναγάγησαν ἐπιθέσεις τῶν Ρώσσων προελαυνόντων καὶ ἀπεκρούσθησαν.: [615, 1184, 835, 1237]
- left-column: [106, 122, 368, 1892]
- headline: ΟΙ ΑΓΓΛΟΓΑΛΛΟΙ: [1141, 172, 1457, 210]
- text: Ὁ κ. Σκουλούδης, ὡς ἀνεφέρθη, ὑπεσχέθη νὰ μελετήσῃ τὸ ζήτημα καὶ νὰ ἐπιληφθῇ αὐτοῦ ἐντὸς τῶν ἡμερῶν.: [844, 1565, 1064, 1605]
- section-subheading: ΠΡΟΣ ΤΟΝ ΒΑΣΙΛΕΑ ΤΗΣ ΙΤΑΛΙΑΣ: [397, 1307, 594, 1337]
- text: Κατὰ τὴν ἐπιστροφὴν αὐτῶν ἔπεσε μία βόμβα ἐντὸς ἑλληνικοῦ ἐδάφους εἰς τὴν θέσιν Ρούπελ 15 χιλ. ἐντεῦθεν τῶν συνόρων ἡ ὁποία ἐτραυμάτισεν ἕλληνα στρατιώτην.: [1082, 1036, 1294, 1102]
- ad-address: ΤΟ ΣΟΛΩΜΟΥ 70: [1347, 1568, 1473, 1583]
- text: ὁμου τῶν Ἑλληνικῶν ἀπεστάλησαν αἱ ἑξῆς νεώτεραι δωρεαί: Τὸ ὑπαλληλικὸν τῆς Κώμης Τήνου δρ. 33, τῆς κ. Μαυρογορδάτου δρ. 10, τοῦ κ. Γ. Πισμαμζόγλου δρ. 500, τῆς κ. Μίνας Ράλλη δρ. 100 καὶ τοῦ κ. Λεωνίδου δρ. 1000.: [1082, 1116, 1294, 1208]
- ad-name: ΜΑΘΗΜΑΤΙΚΟΝ: [1312, 1386, 1516, 1412]
- masthead: [106, 122, 368, 204]
- text: ΚΥΒΕΛΗΣ.—Διά τὴν τιμὴν τῆς γυναικός, Τὴν Πέμπτην διά τελευταίαν φοράν εἰς «Ἀθήνας ἡ «Ὀρχεστίρα τῆς Μαίρης Ταβέρνας» μὲ τὴν Μαργιέτα.: [106, 389, 368, 442]
- text: «Ἡ Πατρίς, εἶπον οἱ ἀντιπρόσωποι, ὑπερηφάνως συμμεριλαμβάνει εἰς τὰς αὐτὰς εὐχὰς τῆς, τὸν Βασιλέα της, καὶ τὰ ἄνθος τῶν τέκνων του.: [615, 1275, 835, 1327]
- text: Τινὲς τῶν ὑπουργῶν ἀντέστησαν καὶ κατ᾽ ἀρχὴν εἰς πᾶσαν ἰδέαν ὑποχρεωτικῆς στρατολογίας καὶ αὐτοὶ φαίνεται ὅτι ἐπιμένουν τώρα νὰ ὑποβάλουν τὰς παραιτήσεις των.: [615, 488, 835, 554]
- text: Ἡ τιμὴ τοῦ γάλακτος. Ἡ διεύθυνσις τῆς Ἀστυνομίας ἐξέδωκε διάταξιν διὰ τῆς ὁποίας καθορίζεται ἡ τιμὴ τοῦ γάλακτος.: [844, 1654, 1064, 1707]
- text: «Μεγαλειότατε, ἡ Ἰταλία ὁλόκληρος εὑρίσκεται ἐκεῖ ὅπου εἶσθε ὑμεῖς, ὅπου εὑρίσκονται οἱ γενναῖοι, οἵτινες μάχονται μεθ᾽ ὑμῶν μέχρι τῆς ὁριστικῆς καὶ τελικῆς νίκης».: [615, 1332, 835, 1398]
- section-heading: Η ‘ΘΕΣ/ΝΙΚΗ’ ΔΕΝ ΑΝΕΥΡΕΘΗ: [109, 1683, 365, 1700]
